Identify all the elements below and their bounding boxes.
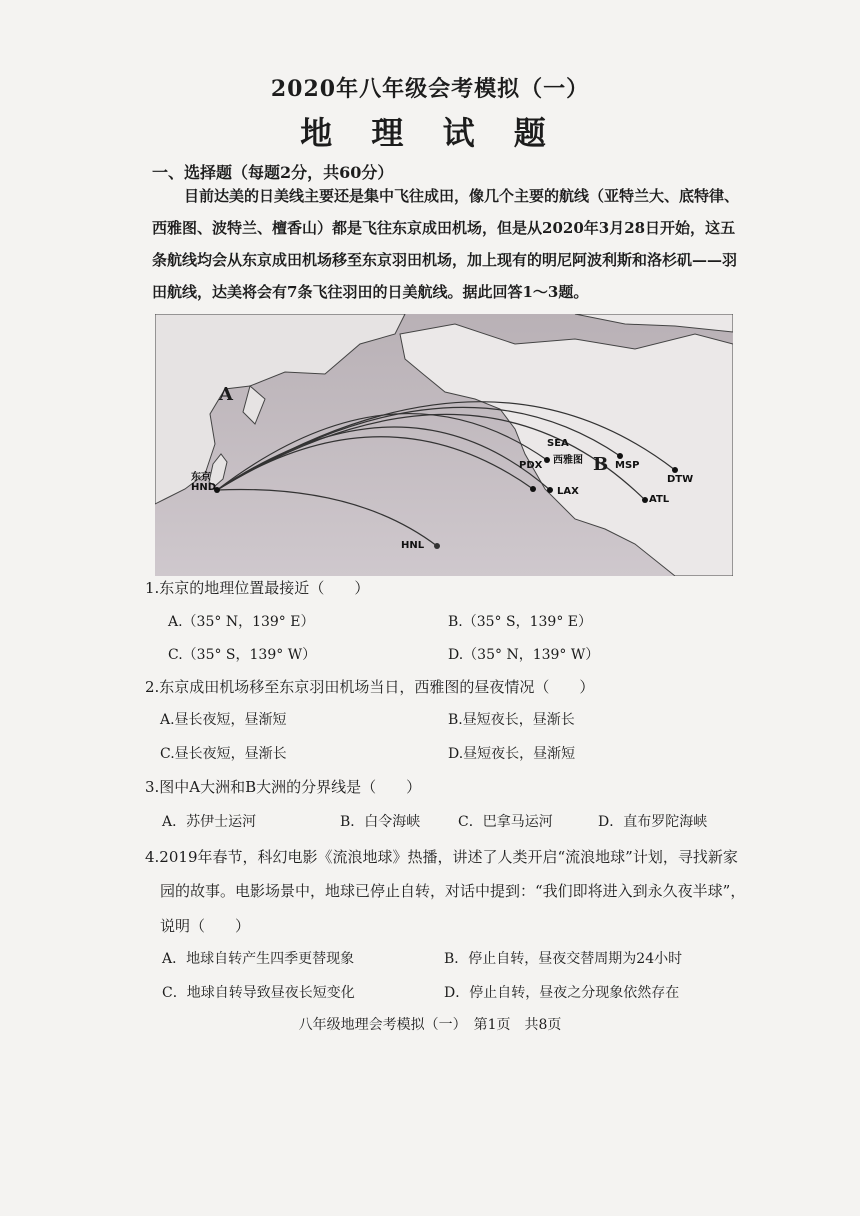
q4-option-c: C．地球自转导致昼夜长短变化 bbox=[162, 985, 355, 1001]
subject-title: 地 理 试 题 bbox=[300, 114, 560, 152]
question-4-line-2: 园的故事。电影场景中，地球已停止自转，对话中提到：“我们即将进入到永久夜半球”， bbox=[160, 882, 746, 900]
question-2: 2.东京成田机场移至东京羽田机场当日，西雅图的昼夜情况（ ） bbox=[145, 678, 595, 696]
question-4-line-1: 4.2019年春节，科幻电影《流浪地球》热播，讲述了人类开启“流浪地球”计划，寻找新家 bbox=[145, 848, 738, 866]
q1-option-b: B.（35° S，139° E） bbox=[448, 614, 592, 630]
q2-option-a: A.昼长夜短，昼渐短 bbox=[160, 712, 287, 728]
q4-option-d: D．停止自转，昼夜之分现象依然存在 bbox=[444, 985, 680, 1001]
flight-route-map bbox=[155, 314, 733, 576]
q3-option-b: B．白令海峡 bbox=[340, 814, 421, 830]
lax-label: LAX bbox=[557, 486, 579, 497]
msp-label: MSP bbox=[615, 460, 640, 471]
q3-option-c: C．巴拿马运河 bbox=[458, 814, 553, 830]
section-heading: 一、选择题（每题2分，共60分） bbox=[152, 163, 394, 182]
q4-option-a: A．地球自转产生四季更替现象 bbox=[162, 951, 355, 967]
question-1: 1.东京的地理位置最接近（ ） bbox=[145, 579, 370, 597]
hnd-label: HND bbox=[191, 482, 217, 493]
dtw-label: DTW bbox=[667, 474, 694, 485]
q2-option-b: B.昼短夜长，昼渐长 bbox=[448, 712, 575, 728]
q1-option-d: D.（35° N，139° W） bbox=[448, 647, 600, 663]
map-graphic bbox=[155, 314, 733, 576]
q4-option-b: B．停止自转，昼夜交替周期为24小时 bbox=[444, 951, 683, 967]
q2-option-d: D.昼短夜长，昼渐短 bbox=[448, 746, 576, 762]
intro-paragraph: 目前达美的日美线主要还是集中飞往成田，像几个主要的航线（亚特兰大、底特律、西雅图、波特兰、檀香山）都是飞往东京成田机场，但是从2020年3月28日开始，这五条航线均会从东京成田机场移至东京羽田机场，加上现有的明尼阿波利斯和洛杉矶——羽田航线，达美将会有7条飞往羽田的日美航线。据此回答1～3题。 bbox=[152, 187, 740, 301]
q3-option-d: D．直布罗陀海峡 bbox=[598, 814, 708, 830]
tokyo-label: 东京 bbox=[191, 472, 211, 483]
pdx-label: PDX bbox=[519, 460, 543, 471]
exam-title: 2020年八年级会考模拟（一） bbox=[270, 76, 590, 102]
atl-label: ATL bbox=[649, 494, 670, 505]
seattle-label: 西雅图 bbox=[553, 455, 583, 466]
hnl-label: HNL bbox=[401, 540, 425, 551]
question-4-line-3: 说明（ ） bbox=[160, 917, 251, 935]
continent-b-label: B bbox=[593, 454, 609, 475]
q1-option-c: C.（35° S，139° W） bbox=[168, 647, 317, 663]
q1-option-a: A.（35° N，139° E） bbox=[168, 614, 315, 630]
sea-label: SEA bbox=[547, 438, 569, 449]
q3-option-a: A．苏伊士运河 bbox=[162, 814, 257, 830]
q2-option-c: C.昼长夜短，昼渐长 bbox=[160, 746, 287, 762]
page-footer: 八年级地理会考模拟（一） 第1页 共8页 bbox=[298, 1017, 562, 1033]
question-3: 3.图中A大洲和B大洲的分界线是（ ） bbox=[145, 778, 422, 796]
continent-a-label: A bbox=[219, 384, 233, 405]
